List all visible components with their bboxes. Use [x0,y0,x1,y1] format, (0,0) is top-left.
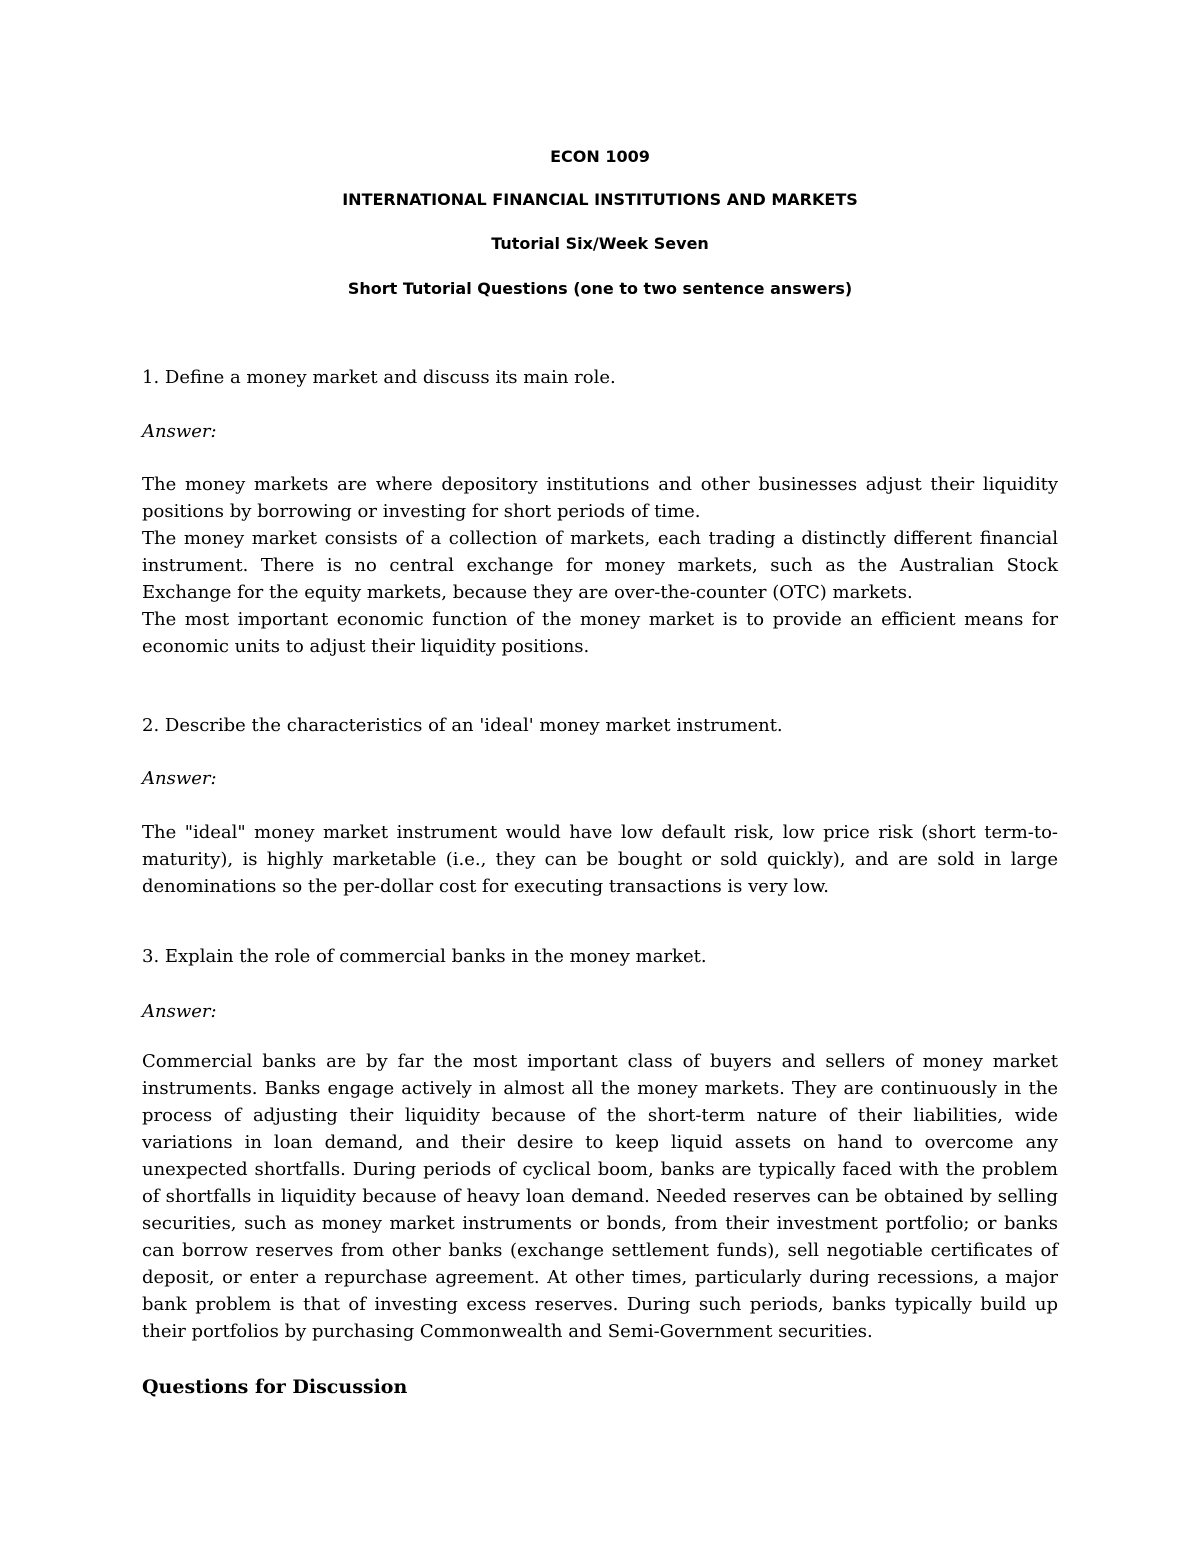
answer-1-paragraph-3: The most important economic function of the money market is to provide an efficient means for economic units to adjust their liquidity positions. [142,609,1058,657]
course-title: INTERNATIONAL FINANCIAL INSTITUTIONS AND MARKETS [342,190,858,209]
course-code: ECON 1009 [550,147,650,166]
answer-label-3: Answer: [142,1001,217,1022]
answer-3 [142,1048,1058,1345]
answer-2 [142,819,1058,900]
answer-label-2: Answer: [142,768,217,789]
answer-1-paragraph-2: The money market consists of a collection of markets, each trading a distinctly different financial instrument. There is no central exchange for money markets, such as the Australian Stock Exchange for the equity markets, because they are over-the-counter (OTC) markets. [142,528,1058,603]
section-title: Short Tutorial Questions (one to two sentence answers) [347,279,853,298]
question-3: 3. Explain the role of commercial banks in the money market. [142,946,707,967]
answer-1 [142,471,1058,660]
discussion-title: Questions for Discussion [142,1376,408,1398]
answer-1-paragraph-1: The money markets are where depository institutions and other businesses adjust their liquidity positions by borrowing or investing for short periods of time. [142,474,1058,522]
answer-2-paragraph-1: The "ideal" money market instrument would have low default risk, low price risk (short term-to-maturity), is highly marketable (i.e., they can be bought or sold quickly), and are sold in large denominations so the per-dollar cost for executing transactions is very low. [142,822,1058,897]
question-1: 1. Define a money market and discuss its main role. [142,367,616,388]
answer-3-paragraph-1: Commercial banks are by far the most important class of buyers and sellers of money market instruments. Banks engage actively in almost all the money markets. They are continuously in the process of adjusting their liquidity because of the short-term nature of their liabilities, wide variations in loan demand, and their desire to keep liquid assets on hand to overcome any unexpected shortfalls. During periods of cyclical boom, banks are typically faced with the problem of shortfalls in liquidity because of heavy loan demand. Needed reserves can be obtained by selling securities, such as money market instruments or bonds, from their investment portfolio; or banks can borrow reserves from other banks (exchange settlement funds), sell negotiable certificates of deposit, or enter a repurchase agreement. At other times, particularly during recessions, a major bank problem is that of investing excess reserves. During such periods, banks typically build up their portfolios by purchasing Commonwealth and Semi-Government securities. [142,1051,1058,1342]
tutorial-title: Tutorial Six/Week Seven [491,234,709,253]
answer-label-1: Answer: [142,421,217,442]
question-2: 2. Describe the characteristics of an 'ideal' money market instrument. [142,715,783,736]
